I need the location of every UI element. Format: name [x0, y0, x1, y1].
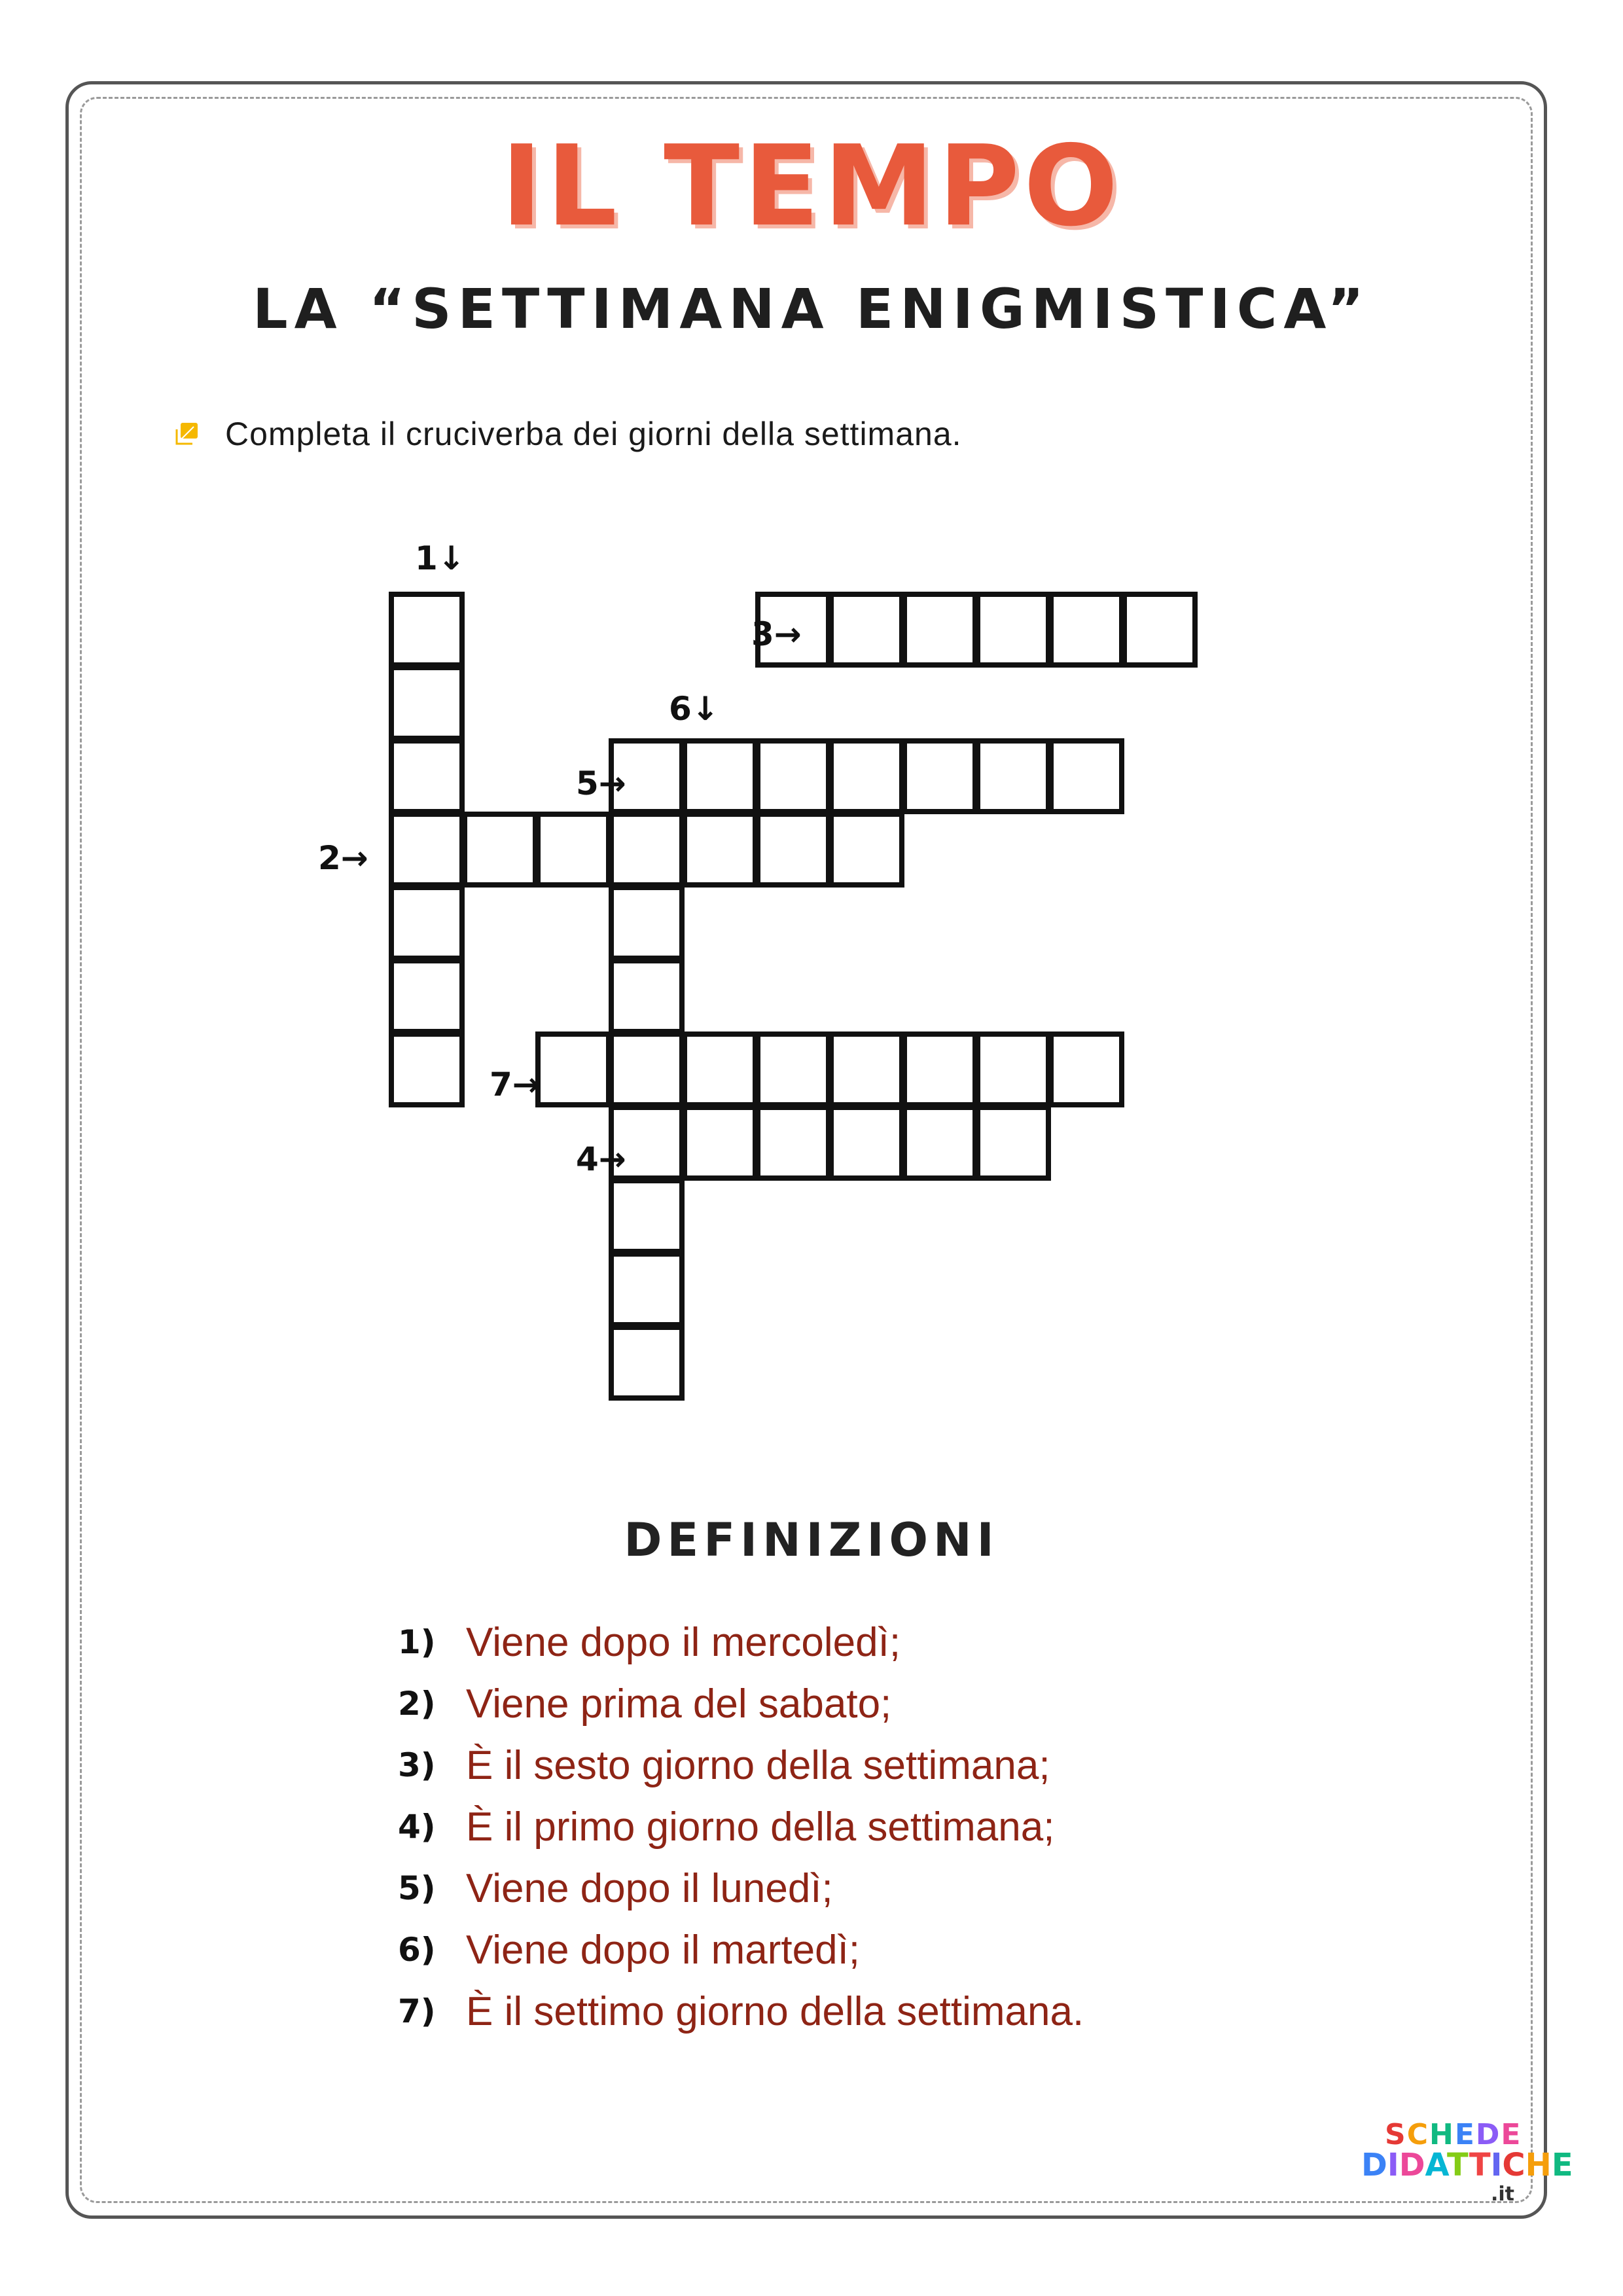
crossword-cell[interactable]	[975, 592, 1051, 668]
crossword-cell[interactable]	[609, 1178, 685, 1254]
logo-letter: D	[1475, 2118, 1501, 2151]
instruction-text: Completa il cruciverba dei giorni della settimana.	[225, 416, 962, 452]
definition-text: È il sesto giorno della settimana;	[466, 1742, 1050, 1788]
logo-letter: E	[1551, 2147, 1573, 2183]
crossword-cell[interactable]	[902, 738, 978, 814]
definition-number: 1)	[398, 1623, 436, 1661]
crossword-cell[interactable]	[829, 1031, 904, 1107]
crossword-cell[interactable]	[755, 1031, 831, 1107]
crossword-cell[interactable]	[975, 1031, 1051, 1107]
crossword-cell[interactable]	[755, 592, 831, 668]
definitions-list	[398, 1611, 1084, 2042]
logo-letter: S	[1385, 2118, 1407, 2151]
logo-letter: T	[1469, 2147, 1491, 2183]
definition-number: 3)	[398, 1746, 436, 1784]
definition-item	[398, 1734, 1084, 1796]
crossword-cell[interactable]	[609, 1251, 685, 1327]
crossword-cell[interactable]	[609, 1325, 685, 1401]
crossword-cell[interactable]	[902, 1031, 978, 1107]
clue-number-label: 6↓	[669, 690, 719, 728]
crossword-cell[interactable]	[389, 592, 465, 668]
crossword-cell[interactable]	[829, 592, 904, 668]
definition-item	[398, 1857, 1084, 1919]
crossword-cell[interactable]	[389, 885, 465, 961]
crossword-cell[interactable]	[389, 665, 465, 741]
crossword-cell[interactable]	[609, 885, 685, 961]
crossword-cell[interactable]	[389, 738, 465, 814]
definition-text: Viene dopo il mercoledì;	[466, 1619, 901, 1665]
definition-item	[398, 1611, 1084, 1673]
definition-item	[398, 1796, 1084, 1857]
clue-number-label: 5→	[576, 764, 626, 802]
logo-letter: D	[1399, 2147, 1425, 2183]
crossword-cell[interactable]	[829, 1105, 904, 1181]
logo-letter: C	[1502, 2147, 1525, 2183]
crossword-cell[interactable]	[609, 738, 685, 814]
crossword-cell[interactable]	[1048, 1031, 1124, 1107]
crossword-cell[interactable]	[389, 812, 465, 888]
crossword-cell[interactable]	[535, 1031, 611, 1107]
logo-letter: E	[1454, 2118, 1476, 2151]
definition-number: 2)	[398, 1685, 436, 1723]
clue-number-label: 3→	[751, 615, 802, 653]
definition-text: È il settimo giorno della settimana.	[466, 1988, 1084, 2034]
definition-number: 4)	[398, 1808, 436, 1846]
clue-number-label: 2→	[318, 839, 368, 877]
crossword-cell[interactable]	[829, 738, 904, 814]
logo-letter: T	[1446, 2147, 1469, 2183]
note-bullet-icon	[175, 423, 199, 445]
crossword-cell[interactable]	[1122, 592, 1198, 668]
crossword-cell[interactable]	[755, 1105, 831, 1181]
page-subtitle: LA “SETTIMANA ENIGMISTICA”	[253, 277, 1370, 341]
crossword-cell[interactable]	[682, 812, 758, 888]
crossword-cell[interactable]	[902, 1105, 978, 1181]
definition-number: 6)	[398, 1931, 436, 1969]
crossword-cell[interactable]	[389, 1031, 465, 1107]
page-title: IL TEMPO	[501, 122, 1122, 251]
definition-number: 5)	[398, 1869, 436, 1907]
crossword-cell[interactable]	[609, 958, 685, 1034]
crossword-cell[interactable]	[462, 812, 538, 888]
crossword-cell[interactable]	[1048, 592, 1124, 668]
logo-letter: I	[1387, 2147, 1399, 2183]
logo-line-3: .it	[1491, 2183, 1515, 2206]
logo-line-2	[1361, 2149, 1573, 2181]
definition-text: È il primo giorno della settimana;	[466, 1804, 1055, 1850]
logo-letter: H	[1525, 2147, 1552, 2183]
crossword-cell[interactable]	[535, 812, 611, 888]
definitions-title: DEFINIZIONI	[624, 1513, 999, 1567]
definition-item	[398, 1673, 1084, 1734]
logo-letter: C	[1406, 2118, 1429, 2151]
definition-text: Viene prima del sabato;	[466, 1681, 892, 1727]
crossword-cell[interactable]	[755, 738, 831, 814]
definition-number: 7)	[398, 1992, 436, 2030]
crossword-cell[interactable]	[682, 738, 758, 814]
logo-letter: D	[1361, 2147, 1387, 2183]
crossword-cell[interactable]	[829, 812, 904, 888]
logo-letter: I	[1490, 2147, 1503, 2183]
crossword-cell[interactable]	[902, 592, 978, 668]
crossword-cell[interactable]	[975, 738, 1051, 814]
crossword-cell[interactable]	[682, 1031, 758, 1107]
clue-number-label: 7→	[490, 1066, 540, 1103]
logo-letter: E	[1501, 2118, 1522, 2151]
crossword-cell[interactable]	[682, 1105, 758, 1181]
clue-number-label: 4→	[576, 1140, 626, 1178]
schededidattiche-logo	[1361, 2118, 1573, 2206]
definition-item	[398, 1981, 1084, 2042]
definition-text: Viene dopo il lunedì;	[466, 1865, 833, 1911]
definition-text: Viene dopo il martedì;	[466, 1927, 861, 1973]
crossword-cell[interactable]	[975, 1105, 1051, 1181]
crossword-cell[interactable]	[755, 812, 831, 888]
crossword-cell[interactable]	[389, 958, 465, 1034]
crossword-cell[interactable]	[609, 1031, 685, 1107]
definition-item	[398, 1919, 1084, 1981]
logo-line-1	[1385, 2118, 1522, 2151]
crossword-cell[interactable]	[1048, 738, 1124, 814]
logo-letter: H	[1429, 2118, 1455, 2151]
logo-letter: A	[1425, 2147, 1447, 2183]
crossword-cell[interactable]	[609, 1105, 685, 1181]
crossword-cell[interactable]	[609, 812, 685, 888]
clue-number-label: 1↓	[415, 539, 465, 577]
